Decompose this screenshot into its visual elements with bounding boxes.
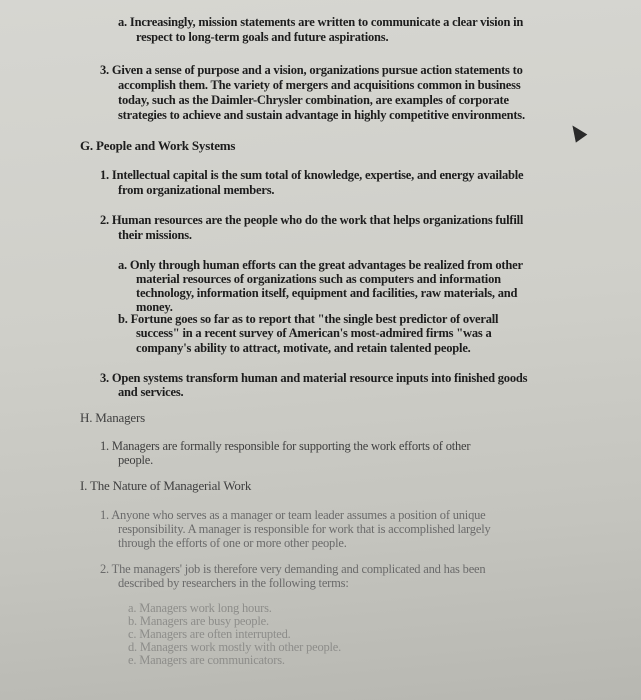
item-1-anyone: 1. Anyone who serves as a manager or team leader assumes a position of unique	[100, 508, 486, 522]
item-3-purpose-cont-2: today, such as the Daimler-Chrysler combination, are examples of corporate	[118, 93, 509, 107]
item-b-fortune: b. Fortune goes so far as to report that "the single best predictor of overall	[118, 312, 499, 326]
item-3-purpose-cont-1: accomplish them. The variety of mergers and acquisitions common in business	[118, 78, 521, 92]
item-1-anyone-cont-2: through the efforts of one or more other people.	[118, 536, 347, 550]
item-3-open-systems: 3. Open systems transform human and material resource inputs into finished goods	[100, 371, 528, 385]
item-1-managers-cont: people.	[118, 453, 154, 467]
term-a-long-hours: a. Managers work long hours.	[128, 601, 272, 615]
section-g-heading: G. People and Work Systems	[80, 138, 236, 153]
item-1-anyone-cont-1: responsibility. A manager is responsible for work that is accomplished largely	[118, 522, 491, 536]
term-d-other-people: d. Managers work mostly with other people.	[128, 640, 342, 654]
item-a-human-efforts-cont-2: technology, information itself, equipment and facilities, raw materials, and	[136, 286, 518, 300]
item-2-human-resources: 2. Human resources are the people who do the work that helps organizations fulfill	[100, 213, 524, 227]
item-3-purpose-cont-3: strategies to achieve and sustain advantage in highly competitive environments.	[118, 108, 525, 122]
section-h-heading: H. Managers	[80, 410, 145, 425]
term-b-busy: b. Managers are busy people.	[128, 614, 269, 628]
item-a-human-efforts-cont-1: material resources of organizations such as computers and information	[136, 272, 501, 286]
term-e-communicators: e. Managers are communicators.	[128, 653, 285, 667]
item-2-managers-job: 2. The managers' job is therefore very demanding and complicated and has been	[100, 562, 486, 576]
item-b-fortune-cont-1: success" in a recent survey of American's most-admired firms "was a	[136, 326, 492, 340]
mouse-pointer-icon	[567, 121, 588, 142]
section-i-heading: I. The Nature of Managerial Work	[80, 478, 252, 493]
item-a-human-efforts-cont-3: money.	[136, 300, 173, 314]
item-a-mission: a. Increasingly, mission statements are written to communicate a clear vision in	[118, 15, 524, 29]
item-1-intellectual-capital-cont: from organizational members.	[118, 183, 275, 197]
item-2-human-resources-cont: their missions.	[118, 228, 192, 242]
item-1-intellectual-capital: 1. Intellectual capital is the sum total of knowledge, expertise, and energy available	[100, 168, 524, 182]
item-a-mission-cont: respect to long-term goals and future aspirations.	[136, 30, 389, 44]
item-3-purpose: 3. Given a sense of purpose and a vision, organizations pursue action statements to	[100, 63, 523, 77]
item-2-managers-job-cont: described by researchers in the following terms:	[118, 576, 349, 590]
item-b-fortune-cont-2: company's ability to attract, motivate, and retain talented people.	[136, 341, 471, 355]
item-a-human-efforts: a. Only through human efforts can the great advantages be realized from other	[118, 258, 523, 272]
item-1-managers: 1. Managers are formally responsible for supporting the work efforts of other	[100, 439, 471, 453]
term-c-interrupted: c. Managers are often interrupted.	[128, 627, 291, 641]
item-3-open-systems-cont: and services.	[118, 385, 184, 399]
